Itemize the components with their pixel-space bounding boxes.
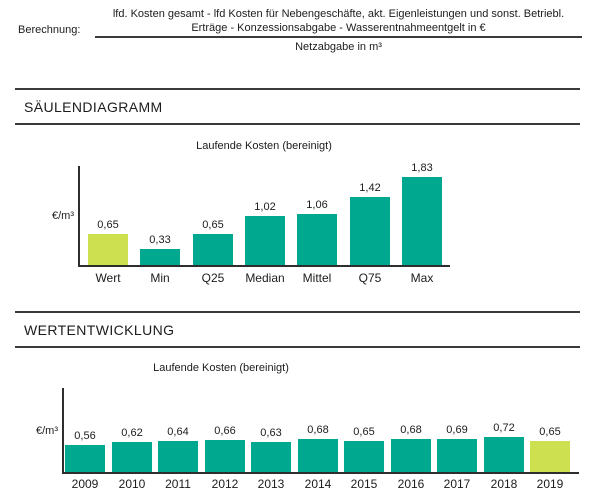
bar-value-label: 0,69 xyxy=(446,424,468,436)
bar-2010 xyxy=(112,442,152,472)
calculation-formula xyxy=(95,8,582,54)
bar-category-label: Min xyxy=(150,271,170,285)
bar-min xyxy=(140,249,180,265)
bar-value-label: 0,33 xyxy=(149,234,171,246)
y-axis-label: €/m³ xyxy=(36,425,58,437)
bar-2019 xyxy=(530,441,570,472)
x-axis-line xyxy=(78,265,450,267)
bar-category-label: Max xyxy=(410,271,434,285)
bar-value-label: 0,65 xyxy=(202,219,224,231)
bar-value-label: 1,06 xyxy=(306,199,328,211)
bar-category-label: 2019 xyxy=(536,477,564,491)
bar-value-label: 0,66 xyxy=(214,425,236,437)
bar-category-label: 2011 xyxy=(165,477,191,491)
bar-2017 xyxy=(437,439,477,472)
bar-category-label: Mittel xyxy=(302,271,332,285)
bar-value-label: 0,56 xyxy=(74,430,96,442)
bar-median xyxy=(245,216,285,265)
bar-2009 xyxy=(65,445,105,472)
bar-value-label: 0,72 xyxy=(493,422,515,434)
bar-max xyxy=(402,177,442,265)
y-axis-label: €/m³ xyxy=(52,210,74,222)
bar-wert xyxy=(88,234,128,265)
bar-category-label: 2009 xyxy=(71,477,99,491)
bar-value-label: 0,62 xyxy=(121,427,143,439)
bar-q75 xyxy=(350,197,390,265)
chart-title: Laufende Kosten (bereinigt) xyxy=(153,362,289,374)
bar-2016 xyxy=(391,439,431,472)
bar-value-label: 1,83 xyxy=(411,162,433,174)
bar-value-label: 0,65 xyxy=(97,219,119,231)
calculation-label: Berechnung: xyxy=(18,24,81,36)
bar-category-label: 2018 xyxy=(490,477,518,491)
bar-value-label: 0,68 xyxy=(400,424,422,436)
bar-value-label: 0,65 xyxy=(353,426,375,438)
formula-numerator-line1: lfd. Kosten gesamt - lfd Kosten für Nebengeschäfte, akt. Eigenleistungen und sonst. Betriebl. xyxy=(112,8,565,20)
bar-category-label: 2010 xyxy=(118,477,146,491)
bar-mittel xyxy=(297,214,337,265)
bar-2015 xyxy=(344,441,384,472)
bar-category-label: 2017 xyxy=(443,477,471,491)
y-axis-line xyxy=(78,166,80,267)
bar-2012 xyxy=(205,440,245,472)
bar-category-label: Q25 xyxy=(201,271,225,285)
bar-category-label: 2013 xyxy=(257,477,285,491)
bar-q25 xyxy=(193,234,233,265)
formula-numerator-line2: Erträge - Konzessionsabgabe - Wasserentnahmeentgelt in € xyxy=(191,21,486,34)
bar-2014 xyxy=(298,439,338,472)
bar-value-label: 0,68 xyxy=(307,424,329,436)
bar-2013 xyxy=(251,442,291,472)
bar-category-label: 2016 xyxy=(397,477,425,491)
formula-numerator xyxy=(95,8,582,38)
y-axis-line xyxy=(62,388,64,474)
section-heading-saeulendiagramm: SÄULENDIAGRAMM xyxy=(15,88,580,125)
bar-category-label: Wert xyxy=(95,271,121,285)
formula-denominator: Netzabgabe in m³ xyxy=(295,41,382,53)
chart-title: Laufende Kosten (bereinigt) xyxy=(196,140,332,152)
bar-category-label: 2015 xyxy=(350,477,378,491)
x-axis-line xyxy=(62,472,579,474)
section-heading-wertentwicklung: WERTENTWICKLUNG xyxy=(15,311,580,348)
bar-2011 xyxy=(158,441,198,472)
bar-value-label: 1,42 xyxy=(359,182,381,194)
bar-2018 xyxy=(484,437,524,472)
bar-category-label: 2012 xyxy=(211,477,239,491)
bar-category-label: Q75 xyxy=(358,271,382,285)
bar-value-label: 0,64 xyxy=(167,426,189,438)
bar-value-label: 1,02 xyxy=(254,201,276,213)
bar-category-label: 2014 xyxy=(304,477,332,491)
bar-category-label: Median xyxy=(245,271,285,285)
bar-value-label: 0,65 xyxy=(539,426,561,438)
bar-value-label: 0,63 xyxy=(260,427,282,439)
